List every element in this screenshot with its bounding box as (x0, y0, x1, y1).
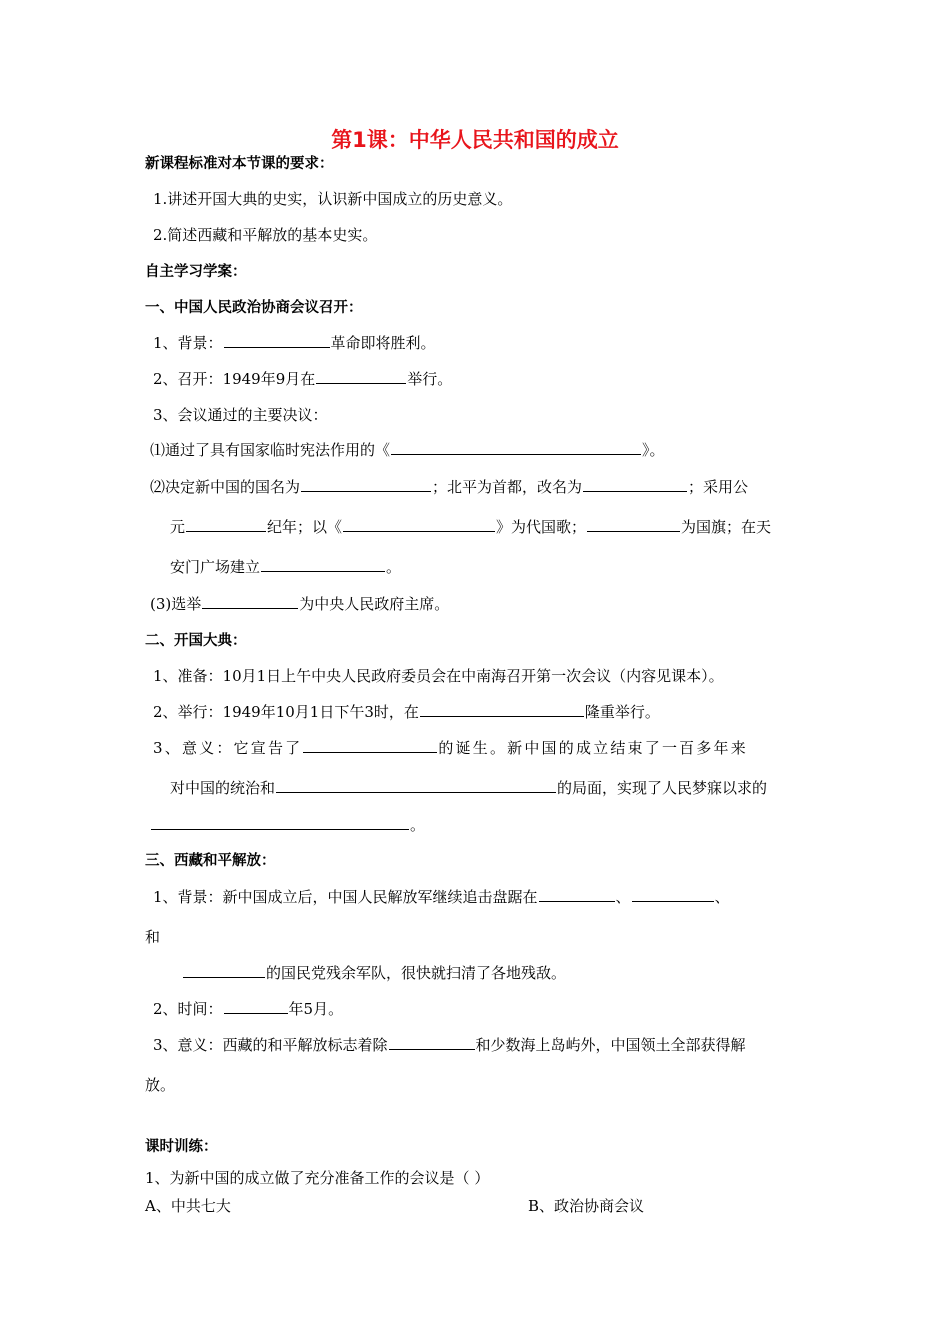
s1-resolution-2: ⑵决定新中国的国名为 ；北平为首都，改名为 ；采用公 (150, 478, 749, 496)
s3-significance-line: 3、意义：西藏的和平解放标志着除 和少数海上岛屿外，中国领土全部获得解 (153, 1036, 746, 1054)
s2-significance-line: 3、意义：它宣告了 的诞生。新中国的成立结束了一百多年来 (153, 739, 748, 757)
s2-significance-cont: 对中国的统治和 的局面，实现了人民梦寐以求的 (170, 779, 768, 797)
fill-blank[interactable] (224, 999, 288, 1014)
fill-blank[interactable] (303, 738, 437, 753)
requirements-heading: 新课程标准对本节课的要求： (145, 156, 334, 172)
fill-blank[interactable] (539, 887, 615, 902)
page-title: 第1课：中华人民共和国的成立 (331, 128, 619, 152)
s3-significance-end: 放。 (145, 1076, 176, 1094)
fill-blank[interactable] (420, 702, 584, 717)
fill-blank[interactable] (151, 815, 409, 830)
training-heading: 课时训练： (145, 1139, 218, 1155)
s1-resolution-2-cont: 元 纪年；以《 》为代国歌； 为国旗；在天 (170, 518, 772, 536)
fill-blank[interactable] (202, 594, 298, 609)
s1-resolution-3: (3)选举 为中央人民政府主席。 (150, 595, 450, 613)
s1-resolution-1: ⑴通过了具有国家临时宪法作用的《 》。 (150, 441, 665, 459)
s3-background-and: 和 (145, 928, 161, 946)
s1-resolution-2-end: 安门广场建立 。 (170, 558, 402, 576)
s2-held-line: 2、举行：1949年10月1日下午3时，在 隆重举行。 (153, 703, 660, 721)
fill-blank[interactable] (224, 333, 330, 348)
fill-blank[interactable] (583, 477, 687, 492)
fill-blank[interactable] (261, 557, 385, 572)
fill-blank[interactable] (391, 440, 641, 455)
s1-background-line: 1、背景： 革命即将胜利。 (153, 334, 436, 352)
requirement-item: 2.简述西藏和平解放的基本史实。 (153, 226, 378, 244)
section2-heading: 二、开国大典： (145, 633, 247, 649)
requirement-item: 1.讲述开国大典的史实，认识新中国成立的历史意义。 (153, 190, 513, 208)
study-heading: 自主学习学案： (145, 264, 247, 280)
fill-blank[interactable] (183, 963, 265, 978)
fill-blank[interactable] (316, 369, 406, 384)
question-1: 1、为新中国的成立做了充分准备工作的会议是（ ） (145, 1169, 490, 1187)
s2-prep-line: 1、准备：10月1日上午中央人民政府委员会在中南海召开第一次会议（内容见课本）。 (153, 667, 724, 685)
fill-blank[interactable] (186, 517, 266, 532)
fill-blank[interactable] (276, 778, 556, 793)
s2-significance-end: 。 (150, 815, 425, 835)
section1-heading: 一、中国人民政治协商会议召开： (145, 300, 363, 316)
fill-blank[interactable] (301, 477, 431, 492)
option-a[interactable]: A、中共七大 (145, 1197, 231, 1215)
option-b[interactable]: B、政治协商会议 (528, 1197, 645, 1215)
fill-blank[interactable] (587, 517, 680, 532)
s3-time-line: 2、时间： 年5月。 (153, 1000, 344, 1018)
s1-open-line: 2、召开：1949年9月在 举行。 (153, 370, 453, 388)
fill-blank[interactable] (632, 887, 714, 902)
s3-background-cont: 的国民党残余军队，很快就扫清了各地残敌。 (182, 963, 566, 983)
section3-heading: 三、西藏和平解放： (145, 853, 276, 869)
s1-resolutions-heading: 3、会议通过的主要决议： (153, 406, 328, 424)
fill-blank[interactable] (343, 517, 495, 532)
s3-background-line: 1、背景：新中国成立后，中国人民解放军继续追击盘踞在 、 、 (153, 888, 730, 906)
fill-blank[interactable] (389, 1035, 475, 1050)
